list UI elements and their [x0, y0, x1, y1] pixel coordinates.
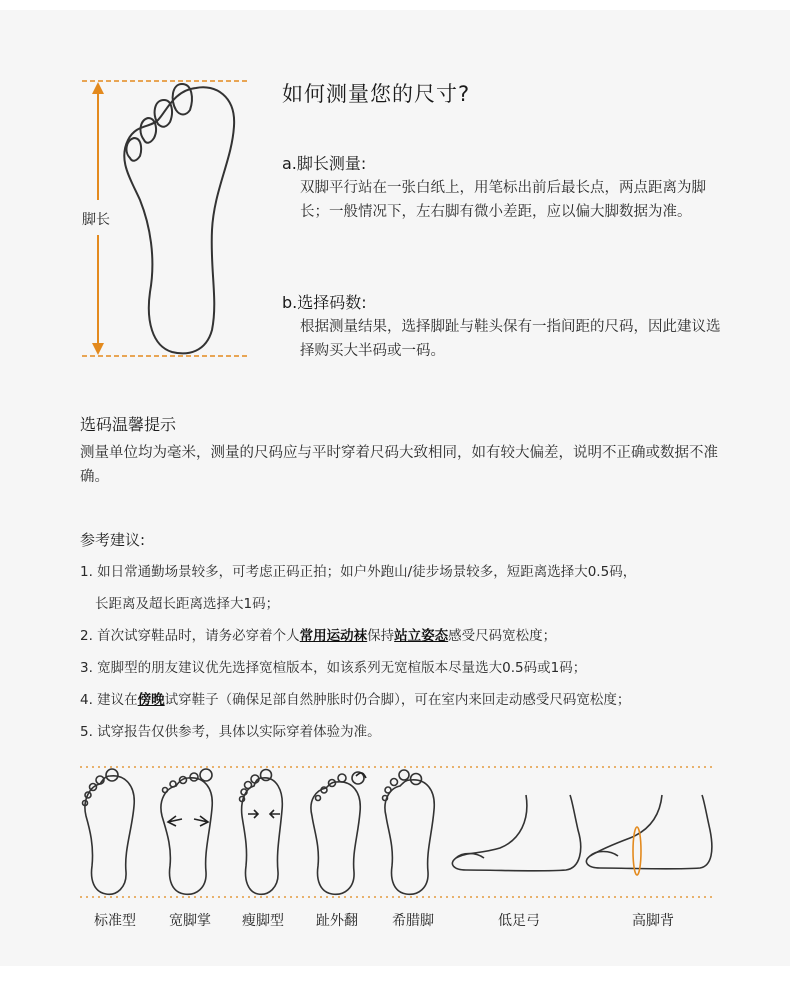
foot-type-label-low-arch: 低足弓: [498, 913, 540, 929]
section-a-heading: a.脚长测量:: [282, 154, 367, 173]
advice-item-4-em: 傍晚: [137, 692, 165, 708]
foot-type-label-greek: 希腊脚: [392, 913, 434, 929]
section-a-text: 双脚平行站在一张白纸上，用笔标出前后最长点，两点距离为脚长；一般情况下，左右脚有微小差距，应以偏大脚数据为准。: [300, 180, 706, 220]
advice-item-2: [80, 624, 556, 644]
section-b-text: 根据测量结果，选择脚趾与鞋头保有一指间距的尺码，因此建议选择购买大半码或一码。: [300, 319, 721, 359]
foot-length-label: 脚长: [82, 208, 110, 230]
foot-type-label-standard: 标准型: [94, 913, 136, 929]
section-b-heading: b.选择码数:: [282, 293, 367, 312]
advice-item-2-em1: 常用运动袜: [299, 628, 368, 644]
foot-type-label-bunion: 趾外翻: [316, 913, 358, 929]
advice-item-3: 3. 宽脚型的朋友建议优先选择宽楦版本，如该系列无宽楦版本尽量选大0.5码或1码；: [80, 660, 587, 676]
arrow-up-icon: [92, 82, 104, 94]
advice-item-1-cont: 长距离及超长距离选择大1码；: [95, 596, 280, 612]
advice-item-2-text3: 感受尺码宽松度；: [448, 628, 557, 644]
advice-item-4-text: 4. 建议在: [80, 692, 138, 708]
toe-5: [127, 138, 142, 161]
advice-item-5: 5. 试穿报告仅供参考，具体以实际穿着体验为准。: [80, 724, 381, 740]
advice-item-4-text2: 试穿鞋子（确保足部自然肿胀时仍合脚），可在室内来回走动感受尺码宽松度；: [164, 692, 631, 708]
toe-4: [141, 118, 156, 143]
tips-heading: 选码温馨提示: [80, 415, 177, 434]
arrow-down-icon: [92, 343, 104, 355]
tips-text: 测量单位均为毫米，测量的尺码应与平时穿着尺码大致相同，如有较大偏差，说明不正确或数据不准确。: [80, 445, 718, 485]
foot-type-label-high-instep: 高脚背: [632, 913, 674, 929]
page-title: 如何测量您的尺寸?: [282, 82, 471, 106]
advice-item-1: 1. 如日常通勤场景较多，可考虑正码正拍；如户外跑山/徒步场景较多，短距离选择大0.5码，: [80, 564, 637, 580]
advice-heading: 参考建议:: [80, 531, 146, 549]
advice-item-2-text: 2. 首次试穿鞋品时，请务必穿着个人: [80, 628, 300, 644]
advice-item-2-em2: 站立姿态: [394, 628, 449, 644]
toe-2: [173, 84, 192, 115]
advice-item-4: [80, 688, 630, 708]
foot-type-label-wide: 宽脚掌: [169, 913, 211, 929]
advice-item-2-text2: 保持: [367, 628, 395, 644]
foot-type-label-narrow: 瘦脚型: [242, 913, 284, 929]
